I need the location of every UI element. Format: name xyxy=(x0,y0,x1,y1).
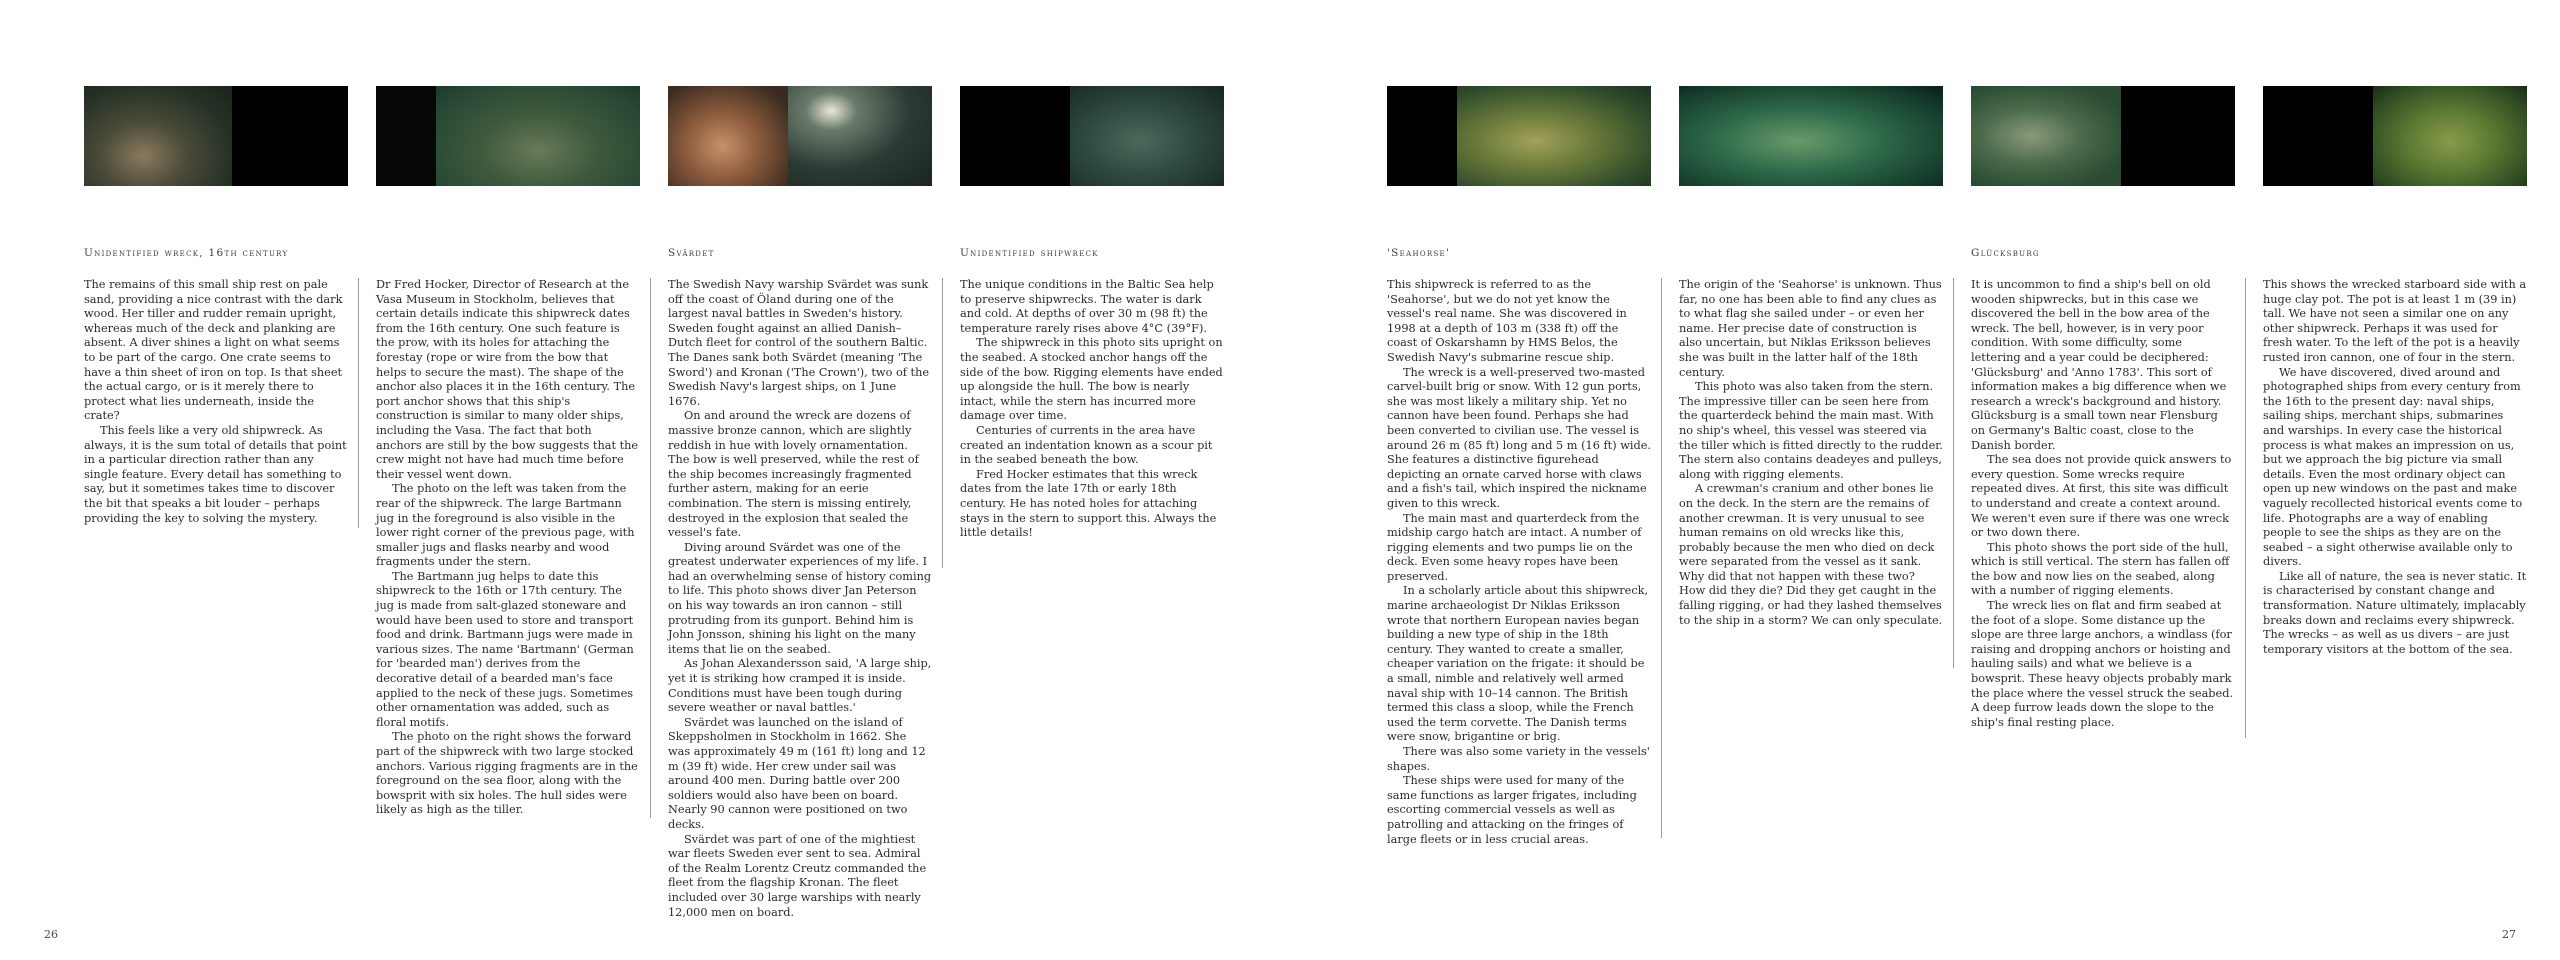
paragraph: The photo on the left was taken from the rear of the shipwreck. The large Bartmann jug in the foreground is also visible in the lower right corner of the previous page, with smaller jugs and flasks nearby and wood fragments under the stern. xyxy=(376,482,635,569)
column-rule xyxy=(358,278,359,528)
paragraph: The unique conditions in the Baltic Sea help to preserve shipwrecks. The water is dark and cold. At depths of over 30 m (98 ft) the temperature rarely rises above 4°C (39°F). xyxy=(960,278,1214,335)
paragraph: Fred Hocker estimates that this wreck dates from the late 17th or early 18th century. He has noted holes for attaching stays in the stern to support this. Always the little details! xyxy=(960,467,1217,540)
photo-svardet-divers xyxy=(668,86,932,186)
text-column xyxy=(1387,278,1651,847)
paragraph: This feels like a very old shipwreck. As always, it is the sum total of details that point in a particular direction rather than any single feature. Every detail has something to say, but it sometimes takes time to discover the bit that speaks a bit louder – perhaps providing the key to solving the mystery. xyxy=(84,423,347,525)
paragraph: There was also some variety in the vessels' shapes. xyxy=(1387,745,1650,773)
column-rule xyxy=(1953,278,1954,668)
section-title-unidentified-shipwreck: Unidentified shipwreck xyxy=(960,247,1099,259)
page-number-right: 27 xyxy=(2502,928,2516,941)
paragraph: The wreck lies on flat and firm seabed at the foot of a slope. Some distance up the slope are three large anchors, a windlass (for raising and dropping anchors or hoisting and hauling sails) and what we believe is a bowsprit. These heavy objects probably mark the place where the vessel struck the seabed. A deep furrow leads down the slope to the ship's final resting place. xyxy=(1971,599,2234,729)
paragraph: The sea does not provide quick answers to every question. Some wrecks require repeated dives. At first, this site was difficult to understand and create a context around. We weren't even sure if there was one wreck or two down there. xyxy=(1971,453,2232,540)
paragraph: The shipwreck in this photo sits upright on the seabed. A stocked anchor hangs off the side of the bow. Rigging elements have ended up alongside the hull. The bow is nearly intact, while the stern has incurred more damage over time. xyxy=(960,336,1223,423)
text-column xyxy=(376,278,640,818)
photo-glucksburg-hull xyxy=(1971,86,2235,186)
paragraph: The origin of the 'Seahorse' is unknown. Thus far, no one has been able to find any clues as to what flag she sailed under – or even her name. Her precise date of construction is also uncertain, but Niklas Eriksson believes she was built in the latter half of the 18th century. xyxy=(1679,278,1942,379)
photo-glucksburg-clay-pot xyxy=(2263,86,2527,186)
paragraph: This photo shows the port side of the hull, which is still vertical. The stern has fallen off the bow and now lies on the seabed, along with a number of rigging elements. xyxy=(1971,540,2230,598)
column-rule xyxy=(1661,278,1662,838)
photo-unidentified-shipwreck xyxy=(960,86,1224,186)
paragraph: These ships were used for many of the same functions as larger frigates, including escorting commercial vessels as well as patrolling and attacking on the fringes of large fleets or in less crucial areas. xyxy=(1387,774,1637,846)
photo-seahorse-stern xyxy=(1387,86,1651,186)
paragraph: This photo was also taken from the stern. The impressive tiller can be seen here from the quarterdeck behind the main mast. With no ship's wheel, this vessel was steered via the tiller which is fitted directly to the rudder. The stern also contains deadeyes and pulleys, along with rigging elements. xyxy=(1679,380,1944,481)
paragraph: This shipwreck is referred to as the 'Seahorse', but we do not yet know the vessel's real name. She was discovered in 1998 at a depth of 103 m (338 ft) off the coast of Oskarshamn by HMS Belos, the Swedish Navy's submarine rescue ship. xyxy=(1387,278,1627,364)
text-column xyxy=(2263,278,2527,657)
page-number-left: 26 xyxy=(44,928,58,941)
paragraph: The wreck is a well-preserved two-masted carvel-built brig or snow. With 12 gun ports, she was most likely a military ship. Yet no cannon have been found. Perhaps she had been converted to civilian use. The vessel is around 26 m (85 ft) long and 5 m (16 ft) wide. She features a distinctive figurehead depicting an ornate carved horse with claws and a fish's tail, which inspired the nickname given to this wreck. xyxy=(1387,365,1651,510)
paragraph: We have discovered, dived around and photographed ships from every century from the 16th to the present day: naval ships, sailing ships, merchant ships, submarines and warships. In every case the historical process is what makes an impression on us, but we approach the big picture via small details. Even the most ordinary object can open up new windows on the past and make vaguely recollected historical events come to life. Photographs are a way of enabling people to see the ships as they are on the seabed – a sight otherwise available only to divers. xyxy=(2263,365,2523,569)
paragraph: Centuries of currents in the area have created an indentation known as a scour pit in the seabed beneath the bow. xyxy=(960,423,1213,467)
photo-unidentified-wreck-stern xyxy=(84,86,348,186)
text-column xyxy=(960,278,1224,541)
paragraph: Svärdet was launched on the island of Skeppsholmen in Stockholm in 1662. She was approximately 49 m (161 ft) long and 12 m (39 ft) wide. Her crew under sail was around 400 men. During battle over 200 soldiers would also have been on board. Nearly 90 cannon were positioned on two decks. xyxy=(668,715,926,831)
paragraph: It is uncommon to find a ship's bell on old wooden shipwrecks, but in this case we discovered the bell in the bow area of the wreck. The bell, however, is in very poor condition. With some difficulty, some lettering and a year could be deciphered: 'Glücksburg' and 'Anno 1783'. This sort of information makes a big difference when we research a wreck's background and history. Glücksburg is a small town near Flensburg on Germany's Baltic coast, close to the Danish border. xyxy=(1971,278,2227,452)
paragraph: The remains of this small ship rest on pale sand, providing a nice contrast with the dark wood. Her tiller and rudder remain upright, whereas much of the deck and planking are absent. A diver shines a light on what seems to be part of the cargo. One crate seems to have a thin sheet of iron on top. Is that sheet the actual cargo, or is it merely there to protect what lies underneath, inside the crate? xyxy=(84,278,343,423)
paragraph: A crewman's cranium and other bones lie on the deck. In the stern are the remains of another crewman. It is very unusual to see human remains on old wrecks like this, probably because the men who died on deck were separated from the vessel as it sank. Why did that not happen with these two? How did they die? Did they get caught in the falling rigging, or had they lashed themselves to the ship in a storm? We can only speculate. xyxy=(1679,482,1943,627)
section-title-unidentified-wreck: Unidentified wreck, 16th century xyxy=(84,247,289,259)
paragraph: The Swedish Navy warship Svärdet was sunk off the coast of Öland during one of the largest naval battles in Sweden's history. Sweden fought against an allied Danish–Dutch fleet for control of the southern Baltic. The Danes sank both Svärdet (meaning 'The Sword') and Kronan ('The Crown'), two of the Swedish Navy's largest ships, on 1 June 1676. xyxy=(668,278,930,408)
paragraph: The Bartmann jug helps to date this shipwreck to the 16th or 17th century. The jug is made from salt-glazed stoneware and would have been used to store and transport food and drink. Bartmann jugs were made in various sizes. The name 'Bartmann' (German for 'bearded man') derives from the decorative detail of a bearded man's face applied to the neck of these jugs. Sometimes other ornamentation was added, such as floral motifs. xyxy=(376,569,634,729)
photo-seahorse-tiller xyxy=(1679,86,1943,186)
paragraph: Svärdet was part of one of the mightiest war fleets Sweden ever sent to sea. Admiral of the Realm Lorentz Creutz commanded the fleet from the flagship Kronan. The fleet included over 30 large warships with nearly 12,000 men on board. xyxy=(668,832,927,919)
text-column xyxy=(84,278,348,526)
paragraph: Dr Fred Hocker, Director of Research at the Vasa Museum in Stockholm, believes that certain details indicate this shipwreck dates from the 16th century. One such feature is the prow, with its holes for attaching the forestay (rope or wire from the bow that helps to secure the mast). The shape of the anchor also places it in the 16th century. The port anchor shows that this ship's construction is similar to many older ships, including the Vasa. The fact that both anchors are still by the bow suggests that the crew might not have had much time before their vessel went down. xyxy=(376,278,639,481)
paragraph: In a scholarly article about this shipwreck, marine archaeologist Dr Niklas Eriksson wrote that northern European navies began building a new type of ship in the 18th century. They wanted to create a smaller, cheaper variation on the frigate: it should be a small, nimble and relatively well armed naval ship with 10–14 cannon. The British termed this class a sloop, while the French used the term corvette. The Danish terms were snow, brigantine or brig. xyxy=(1387,584,1649,744)
section-title-seahorse: 'Seahorse' xyxy=(1387,247,1451,259)
column-rule xyxy=(942,278,943,568)
text-column xyxy=(1679,278,1943,628)
section-title-svardet: Svärdet xyxy=(668,247,715,259)
paragraph: As Johan Alexandersson said, 'A large ship, yet it is striking how cramped it is inside. Conditions must have been tough during severe weather or naval battles.' xyxy=(668,657,932,715)
text-column xyxy=(668,278,932,920)
paragraph: The photo on the right shows the forward part of the shipwreck with two large stocked anchors. Various rigging fragments are in the foreground on the sea floor, along with the bowsprit with six holes. The hull sides were likely as high as the tiller. xyxy=(376,730,638,817)
paragraph: Diving around Svärdet was one of the greatest underwater experiences of my life. I had an overwhelming sense of history coming to life. This photo shows diver Jan Peterson on his way towards an iron cannon – still protruding from its gunport. Behind him is John Jonsson, shining his light on the many items that lie on the seabed. xyxy=(668,540,932,656)
paragraph: On and around the wreck are dozens of massive bronze cannon, which are slightly reddish in hue with lovely ornamentation. The bow is well preserved, while the rest of the ship becomes increasingly fragmented further astern, making for an eerie combination. The stern is missing entirely, destroyed in the explosion that sealed the vessel's fate. xyxy=(668,409,919,540)
paragraph: This shows the wrecked starboard side with a huge clay pot. The pot is at least 1 m (39 in) tall. We have not seen a similar one on any other shipwreck. Perhaps it was used for fresh water. To the left of the pot is a heavily rusted iron cannon, one of four in the stern. xyxy=(2263,278,2527,364)
column-rule xyxy=(650,278,651,818)
text-column xyxy=(1971,278,2235,730)
section-title-glucksburg: Glücksburg xyxy=(1971,247,2040,259)
column-rule xyxy=(2245,278,2246,738)
paragraph: The main mast and quarterdeck from the midship cargo hatch are intact. A number of rigging elements and two pumps lie on the deck. Even some heavy ropes have been preserved. xyxy=(1387,511,1642,583)
paragraph: Like all of nature, the sea is never static. It is characterised by constant change and transformation. Nature ultimately, implacably breaks down and reclaims every shipwreck. The wrecks – as well as us divers – are just temporary visitors at the bottom of the sea. xyxy=(2263,569,2527,656)
photo-unidentified-wreck-bow xyxy=(376,86,640,186)
